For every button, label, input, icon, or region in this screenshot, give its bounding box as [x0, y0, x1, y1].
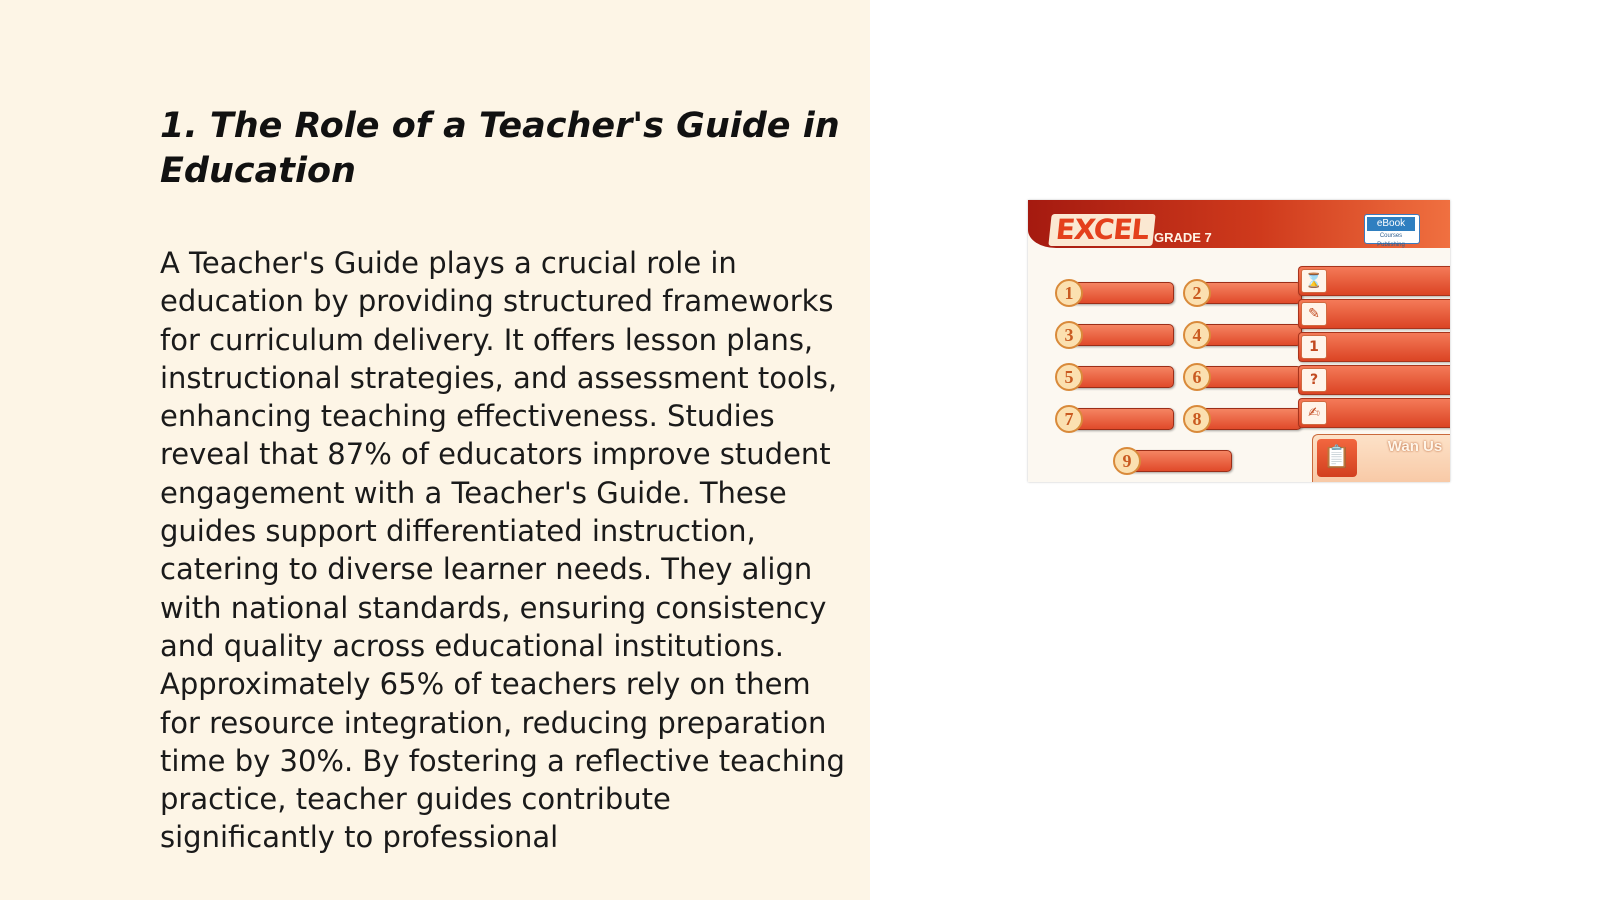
number-badge: 9	[1113, 447, 1141, 475]
number-badge: 2	[1183, 279, 1211, 307]
number-badge: 8	[1183, 405, 1211, 433]
slide-body-text: A Teacher's Guide plays a crucial role in education by providing structured frameworks for curriculum delivery. It offers lesson plans, instructional strategies, and assessment tools, enhancing teaching effectiveness. Studies reveal that 87% of educators improve student engagement with a Teacher's Guide. These guides support differentiated instruction, catering to diverse learner needs. They align with national standards, ensuring consistency and quality across educational institutions. Approximately 65% of teachers rely on them for resource integration, reducing preparation time by 30%. By fostering a reflective teaching practice, teacher guides contribute significantly to professional	[160, 246, 845, 855]
number-badge: 5	[1055, 363, 1083, 391]
ebook-label: eBook	[1367, 217, 1415, 231]
side-menu-button-5	[1298, 398, 1450, 428]
unit-label	[1139, 454, 1227, 468]
excel-logo: EXCEL	[1048, 214, 1156, 246]
notepad-icon: ✎	[1301, 302, 1327, 326]
unit-label	[1209, 412, 1297, 426]
number-badge: 4	[1183, 321, 1211, 349]
hourglass-icon: ⌛	[1301, 269, 1327, 293]
grade-label: GRADE 7	[1154, 230, 1212, 245]
writing-hand-icon: ✍	[1301, 401, 1327, 425]
side-menu-button-2	[1298, 299, 1450, 329]
slide-title: 1. The Role of a Teacher's Guide in Education	[160, 106, 840, 191]
unit-button-7	[1060, 408, 1174, 430]
unit-button-6	[1188, 366, 1302, 388]
unit-button-3	[1060, 324, 1174, 346]
menu-header	[1028, 200, 1450, 248]
want-us-text: Wan Us	[1387, 438, 1443, 455]
side-menu-button-1	[1298, 266, 1450, 296]
clipboard-icon: 📋	[1317, 439, 1357, 477]
unit-button-9	[1118, 450, 1232, 472]
ebook-badge	[1364, 214, 1420, 248]
number-badge: 7	[1055, 405, 1083, 433]
unit-button-4	[1188, 324, 1302, 346]
unit-button-8	[1188, 408, 1302, 430]
number-one-icon: 1	[1301, 335, 1327, 359]
unit-button-2	[1188, 282, 1302, 304]
unit-button-5	[1060, 366, 1174, 388]
side-menu-button-4	[1298, 365, 1450, 395]
unit-label	[1209, 328, 1297, 342]
unit-label	[1209, 370, 1297, 384]
side-menu-button-3	[1298, 332, 1450, 362]
unit-label	[1081, 412, 1169, 426]
number-badge: 1	[1055, 279, 1083, 307]
want-us-box	[1312, 434, 1450, 482]
unit-label	[1081, 328, 1169, 342]
excel-grade7-menu-image	[1028, 200, 1450, 482]
question-icon: ?	[1301, 368, 1327, 392]
unit-button-1	[1060, 282, 1174, 304]
unit-label	[1081, 370, 1169, 384]
unit-label	[1081, 286, 1169, 300]
number-badge: 3	[1055, 321, 1083, 349]
unit-label	[1209, 286, 1297, 300]
ebook-publisher: Courses Publishing	[1377, 233, 1405, 248]
number-badge: 6	[1183, 363, 1211, 391]
